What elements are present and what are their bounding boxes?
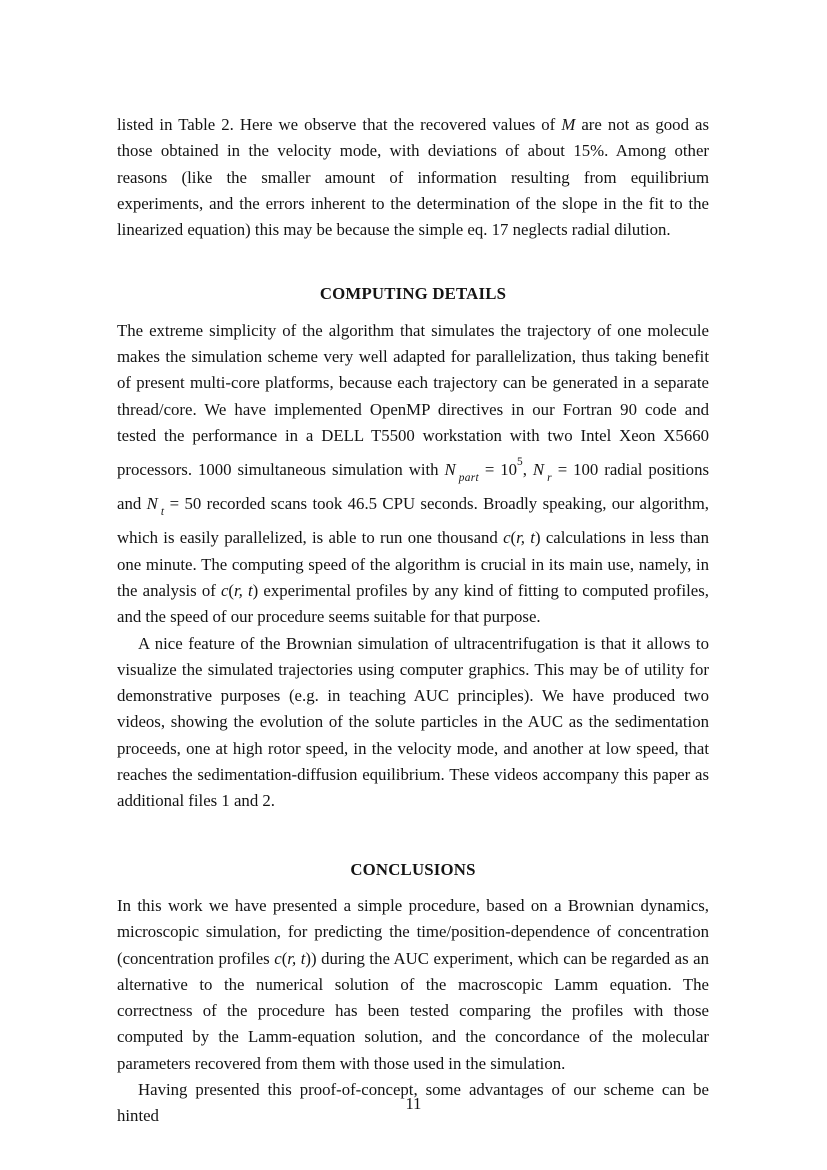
text-segment: M xyxy=(561,115,576,134)
text-segment: The extreme simplicity of the algorithm that simulates the trajectory of one molecule makes the simulation scheme very well adapted for parallelization, thus taking benefit of present multi-core platforms, because each trajectory can be generated in a separate thread/core. We have implemented OpenMP directives in our Fortran 90 code and tested the performance in a DELL T5500 workstation with two Intel Xeon X5660 processors. 1000 simultaneous simulation with xyxy=(117,320,709,480)
text-segment: = 50 recorded scans took 46.5 CPU seconds. Broadly speaking, our algorithm, which is easily parallelized, is able to run one thousand xyxy=(117,494,709,548)
section-heading-conclusions: CONCLUSIONS xyxy=(350,859,476,879)
paragraph-computing-performance xyxy=(117,318,709,631)
text-segment: In this work we have presented a simple procedure, based on a Brownian dynamics, microscopic simulation, for predicting the time/position-dependence of concentration (concentration profiles xyxy=(117,895,709,968)
section-heading-computing-details: COMPUTING DETAILS xyxy=(319,284,507,304)
text-segment: r, t xyxy=(287,948,306,968)
text-segment: t xyxy=(160,506,165,519)
text-segment: 5 xyxy=(517,456,523,469)
text-segment: c xyxy=(220,581,229,600)
text-segment: c xyxy=(274,948,282,968)
text-segment: ( xyxy=(281,948,288,968)
text-segment: )) during the AUC experiment, which can be regarded as an alternative to the numerical solution of the macroscopic Lamm equation. The correctness of the procedure has been tested comparing the profiles with those computed by the Lamm-equation solution, and the concordance of the molecular parameters recovered from them with those used in the simulation. xyxy=(117,948,709,1073)
text-segment: = 10 xyxy=(478,460,518,480)
text-segment: are not as good as those obtained in the velocity mode, with deviations of about 15%. Among other reasons (like the smaller amount of information resulting from equilibrium experiments, and the errors inherent to the determination of the slope in the fit to the linearized equation) this may be because the simple eq. 17 neglects radial dilution. xyxy=(117,115,709,240)
text-segment: N xyxy=(444,460,456,480)
text-segment: = 100 radial positions and xyxy=(117,460,709,514)
text-segment: N xyxy=(532,460,545,480)
text-segment: c xyxy=(503,528,511,548)
text-segment: r xyxy=(547,472,552,485)
text-segment: A nice feature of the Brownian simulation of ultracentrifugation is that it allows to visualize the simulated trajectories using computer graphics. This may be of utility for demonstrative purposes (e.g. in teaching AUC principles). We have produced two videos, showing the evolution of the solute particles in the AUC as the sedimentation proceeds, one at high rotor speed, in the velocity mode, and another at low speed, that reaches the sedimentation-diffusion equilibrium. These videos accompany this paper as additional files 1 and 2. xyxy=(117,633,709,811)
paragraph-computing-visualization xyxy=(117,631,709,815)
paragraph-conclusions-summary xyxy=(117,893,709,1077)
text-segment: , xyxy=(522,460,533,480)
text-segment: ( xyxy=(510,528,517,548)
text-segment: r, t xyxy=(234,581,253,600)
page-number: 11 xyxy=(405,1094,422,1113)
text-segment: ( xyxy=(228,581,234,600)
page-body xyxy=(117,112,709,1130)
text-segment: ) experimental profiles by any kind of fitting to computed profiles, and the speed of our procedure seems suitable for that purpose. xyxy=(117,581,709,627)
text-segment: listed in Table 2. Here we observe that the recovered values of xyxy=(117,115,562,134)
text-segment: r, t xyxy=(516,528,535,548)
text-segment: part xyxy=(458,472,479,485)
text-segment: Having presented this proof-of-concept, some advantages of our scheme can be hinted xyxy=(117,1080,709,1126)
text-segment: N xyxy=(146,494,158,514)
paragraph-table2-discussion xyxy=(117,112,709,243)
text-segment: ) calculations in less than one minute. The computing speed of the algorithm is crucial in its main use, namely, in the analysis of xyxy=(117,528,709,600)
